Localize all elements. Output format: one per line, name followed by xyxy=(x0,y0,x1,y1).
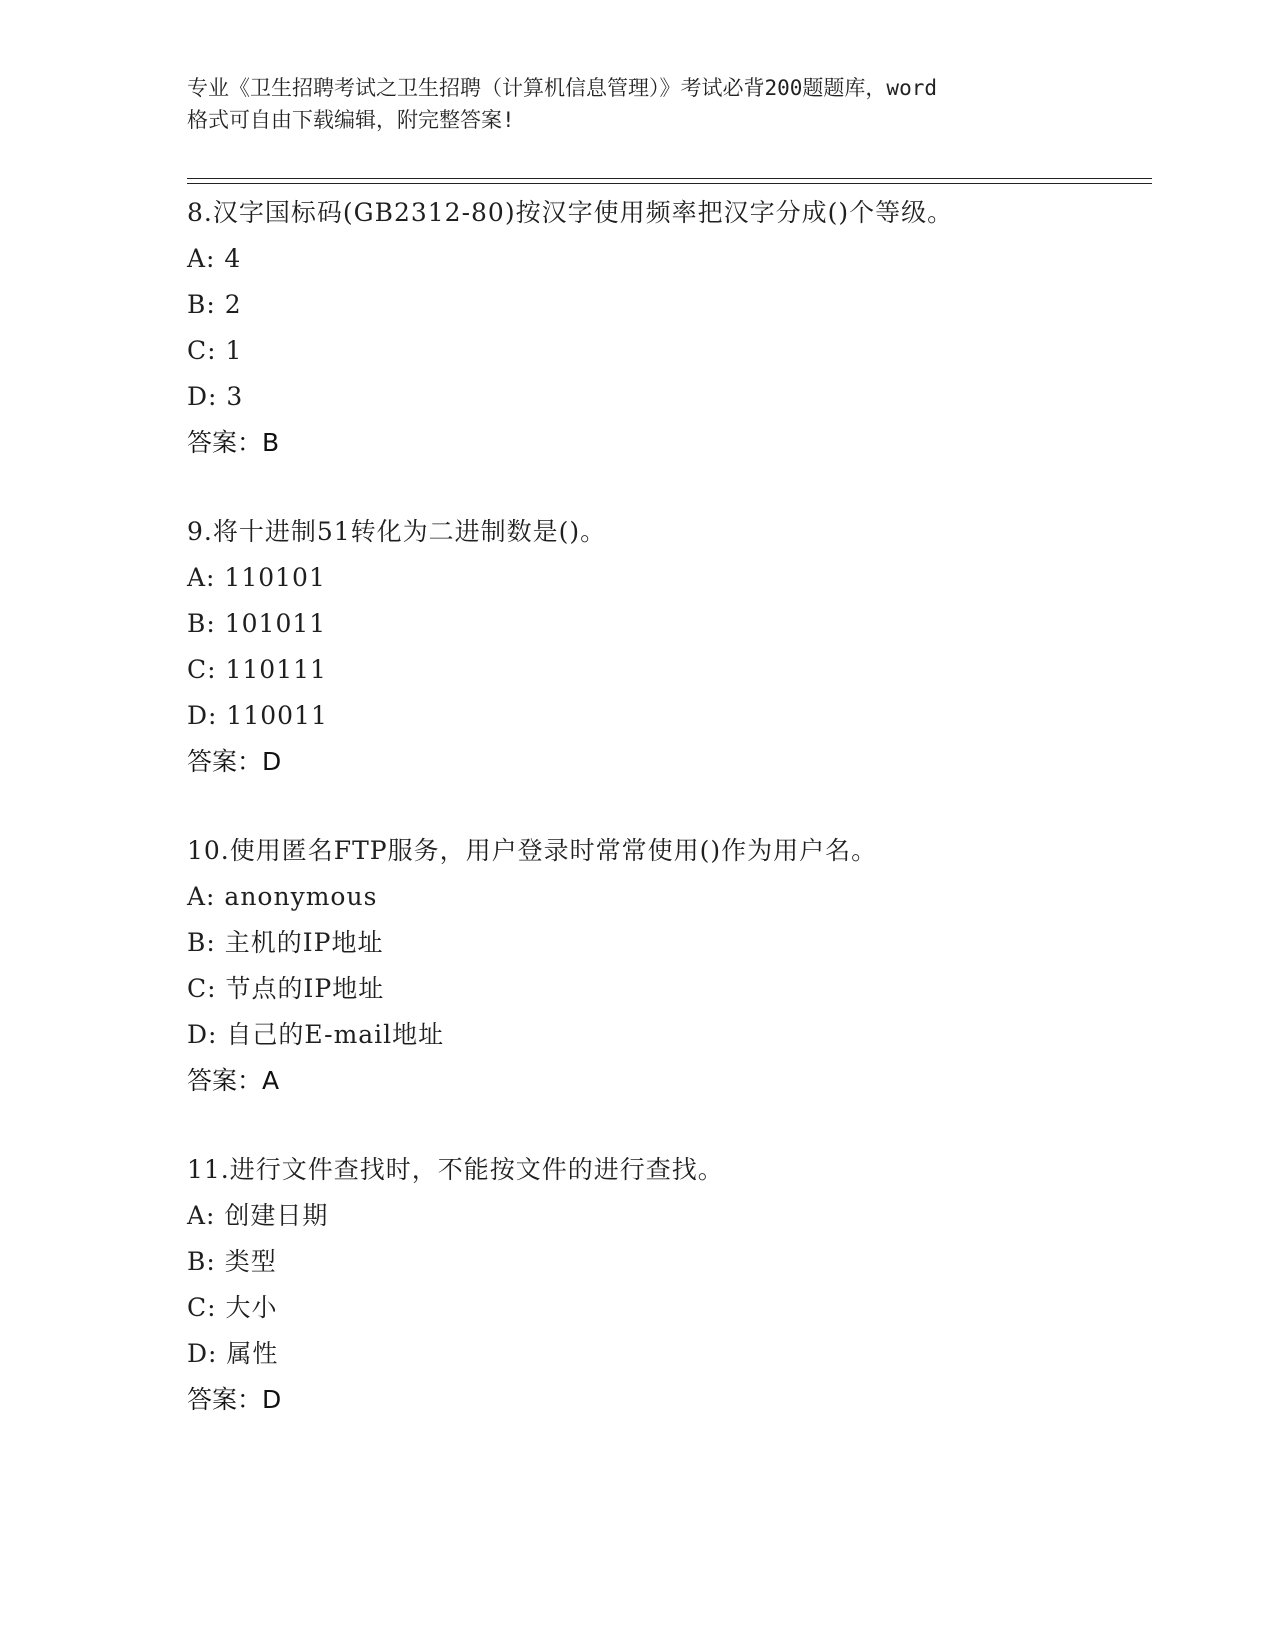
option-a: A: 创建日期 xyxy=(187,1201,329,1230)
option-c: C: 节点的IP地址 xyxy=(187,974,385,1003)
question-list xyxy=(187,190,1137,1423)
option-d: D: 属性 xyxy=(187,1339,279,1368)
option-a: A: 4 xyxy=(187,244,242,273)
option-c: C: 大小 xyxy=(187,1293,278,1322)
option-a: A: 110101 xyxy=(187,563,326,592)
question-item xyxy=(187,190,1137,466)
question-stem: 11.进行文件查找时，不能按文件的进行查找。 xyxy=(187,1155,724,1184)
document-header xyxy=(187,72,1087,136)
option-b: B: 101011 xyxy=(187,609,327,638)
question-stem: 10.使用匿名FTP服务，用户登录时常常使用()作为用户名。 xyxy=(187,836,878,865)
option-a: A: anonymous xyxy=(187,882,378,911)
answer-line: 答案：A xyxy=(187,1066,280,1095)
option-b: B: 类型 xyxy=(187,1247,277,1276)
answer-line: 答案：D xyxy=(187,1385,282,1414)
header-line-1: 专业《卫生招聘考试之卫生招聘（计算机信息管理）》考试必背200题题库，word xyxy=(187,76,937,100)
question-item xyxy=(187,1147,1137,1423)
question-stem: 8.汉字国标码(GB2312-80)按汉字使用频率把汉字分成()个等级。 xyxy=(187,198,954,227)
header-line-2: 格式可自由下载编辑，附完整答案! xyxy=(187,108,515,132)
option-b: B: 主机的IP地址 xyxy=(187,928,384,957)
option-d: D: 110011 xyxy=(187,701,328,730)
header-divider-top xyxy=(187,178,1152,179)
question-stem: 9.将十进制51转化为二进制数是()。 xyxy=(187,517,607,546)
option-d: D: 3 xyxy=(187,382,244,411)
option-d: D: 自己的E-mail地址 xyxy=(187,1020,445,1049)
option-b: B: 2 xyxy=(187,290,242,319)
option-c: C: 110111 xyxy=(187,655,327,684)
answer-line: 答案：D xyxy=(187,747,282,776)
option-c: C: 1 xyxy=(187,336,243,365)
answer-line: 答案：B xyxy=(187,428,280,457)
question-item xyxy=(187,828,1137,1104)
question-item xyxy=(187,509,1137,785)
header-divider-bottom xyxy=(187,183,1152,184)
